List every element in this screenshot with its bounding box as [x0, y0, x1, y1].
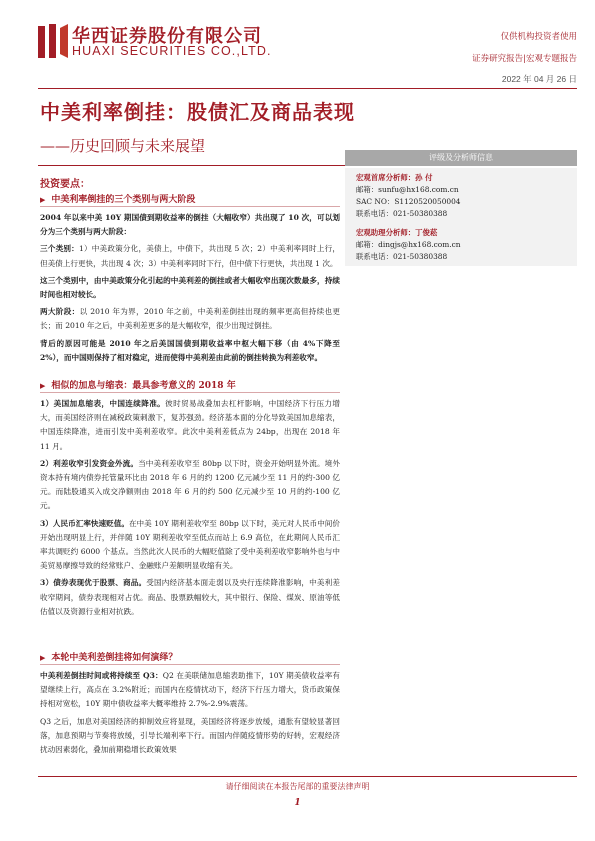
paragraph-11: Q3 之后，加息对美国经济的抑制效应将显现，美国经济将逐步放缓，通胀有望较显著回落，加息预期与节奏将放缓，引导长端利率下行。而国内伴随疫情形势的好转，宏观经济扰动因素弱化，叠加前期稳增长政策效果	[40, 716, 340, 755]
report-title: 中美利率倒挂：股债汇及商品表现	[40, 100, 355, 124]
section-2-title: 相似的加息与缩表：最具参考意义的 2018 年	[51, 381, 236, 391]
paragraph-2-lead: 三个类别：	[40, 244, 79, 254]
paragraph-2-text: 1）中美政策分化，美债上，中债下，共出现 5 次；2）中美利率同时上行，但美债上行更快，共出现 4 次；3）中美利率同时下行，但中债下行更快，共出现 1 次。	[40, 244, 340, 268]
section-2-divider	[40, 392, 340, 393]
paragraph-9	[40, 576, 340, 619]
key-points-label: 投资要点：	[40, 179, 90, 190]
analyst-2-name: 丁俊菘	[415, 228, 438, 237]
paragraph-8-lead: 3）人民币汇率快速贬值。	[40, 518, 129, 528]
section-heading-2	[40, 378, 236, 391]
paragraph-5: 背后的原因可能是 2010 年之后美国国债到期收益率中枢大幅下移（由 4%下降至 2%），而中国则保持了相对稳定，进而使得中美利差由此前的倒挂转换为利差收窄。	[40, 338, 340, 362]
section-1-title: 中美利率倒挂的三个类别与两大阶段	[51, 195, 196, 205]
paragraph-6-text: 彼时贸易战叠加去杠杆影响，中国经济下行压力增大，而美国经济则在减税政策刺激下，复苏强劲。经济基本面的分化导致美国加息缩表，中国连续降准，进而引发中美利差收窄。此次中美利差低点为 24bp，出现在 2018 年 11 月。	[40, 399, 340, 451]
triangle-bullet-icon: ▶	[40, 195, 46, 204]
paragraph-2	[40, 242, 340, 270]
header-divider	[38, 88, 577, 89]
section-1-divider	[40, 206, 340, 207]
paragraph-8	[40, 517, 340, 574]
paragraph-8-text: 在中美 10Y 期利差收窄至 80bp 以下时，美元对人民币中间价开始出现明显上行，并伴随 10Y 期利差收窄至低点而站上 6.9 高位，在此期间人民币汇率共调贬约 6000 个基点。当然此次人民币的大幅贬值除了受中美利差收窄影响外也与中美贸易摩擦导致的经常账户、金融账户差额明显收缩有关。	[40, 518, 340, 571]
analyst-1-email[interactable]: 邮箱：sunfu@hx168.com.cn	[356, 185, 459, 194]
paragraph-10-lead: 中美利差倒挂时间或将持续至 Q3：	[40, 671, 163, 680]
brand-name-en: HUAXI SECURITIES CO.,LTD.	[72, 44, 272, 58]
paragraph-7	[40, 457, 340, 514]
footer-divider	[38, 776, 577, 777]
analyst-2-phone: 联系电话：021-50380388	[356, 252, 448, 261]
huaxi-logo-icon	[38, 24, 68, 58]
analyst-1-title	[356, 172, 433, 184]
page-number: 1	[294, 798, 301, 808]
section-heading-3	[40, 650, 177, 663]
section-heading-1	[40, 192, 195, 205]
analyst-1-phone: 联系电话：021-50380388	[356, 209, 448, 218]
paragraph-10-text: Q2 在美联储加息缩表助推下，10Y 期美债收益率有望继续上行，高点在 3.2%附近；而国内在疫情扰动下，经济下行压力增大，货币政策保持相对宽松，10Y 期中债收益率大概率维持 2.7%-2.9%震荡。	[40, 671, 340, 709]
paragraph-10	[40, 669, 340, 712]
report-type-tag: 证券研究报告|宏观专题报告	[472, 54, 577, 64]
analyst-1-label: 宏观首席分析师：	[356, 173, 416, 182]
analyst-1-name: 孙 付	[415, 173, 433, 182]
section-2-body	[40, 397, 340, 619]
paragraph-1: 2004 年以来中美 10Y 期国债到期收益率的倒挂（大幅收窄）共出现了 10 次，可以划分为三个类别与两大阶段：	[40, 213, 340, 237]
paragraph-4-text: 以 2010 年为界，2010 年之前，中美利差倒挂出现的频率更高但持续也更长；而 2010 年之后，中美利差更多的是大幅收窄，很少出现过倒挂。	[40, 307, 341, 331]
analyst-box-header: 评级及分析师信息	[345, 150, 577, 166]
section-3-body	[40, 669, 340, 757]
paragraph-4-lead: 两大阶段：	[40, 307, 80, 317]
triangle-bullet-icon: ▶	[40, 653, 46, 662]
triangle-bullet-icon: ▶	[40, 381, 46, 390]
section-3-divider	[40, 664, 340, 665]
report-subtitle: ——历史回顾与未来展望	[40, 137, 206, 155]
paragraph-6	[40, 397, 340, 454]
paragraph-7-text: 当中美利差收窄至 80bp 以下时，资金开始明显外流。境外资本持有境内债券托管量环比由 2018 年 6 月的约 1200 亿元减少至 11 月的约-300 亿元。而陆股通买入成交净额则由 2018 年 6 月的约 500 亿元减少至 10 月的约-100 亿元。	[40, 458, 340, 511]
paragraph-6-lead: 1）美国加息缩表，中国连续降准。	[40, 399, 166, 408]
audience-tag: 仅供机构投资者使用	[500, 32, 577, 42]
section-1-body	[40, 211, 340, 365]
report-date: 2022 年 04 月 26 日	[501, 74, 577, 84]
analyst-2-label: 宏观助理分析师：	[356, 228, 416, 237]
analyst-2-email[interactable]: 邮箱：dingjs@hx168.com.cn	[356, 240, 461, 249]
legal-notice: 请仔细阅读在本报告尾部的重要法律声明	[225, 782, 370, 791]
paragraph-3: 这三个类别中，由中美政策分化引起的中美利差的倒挂或者大幅收窄出现次数最多，持续时间也相对较长。	[40, 275, 340, 300]
section-3-title: 本轮中美利差倒挂将如何演绎？	[51, 653, 178, 663]
paragraph-4	[40, 305, 340, 333]
paragraph-9-text: 受国内经济基本面走弱以及央行连续降准影响，中美利差收窄期间，债券表现相对占优。商品、股票跌幅较大，其中银行、保险、煤炭、原油等低估值以及资源行业相对抗跌。	[40, 578, 340, 616]
brand-name-cn: 华西证券股份有限公司	[72, 26, 262, 47]
paragraph-7-lead: 2）利差收窄引发资金外流。	[40, 458, 139, 468]
analyst-2-title	[356, 227, 437, 239]
analyst-1-sac: SAC NO：S1120520050004	[356, 197, 461, 206]
paragraph-9-lead: 3）债券表现优于股票、商品。	[40, 578, 147, 588]
